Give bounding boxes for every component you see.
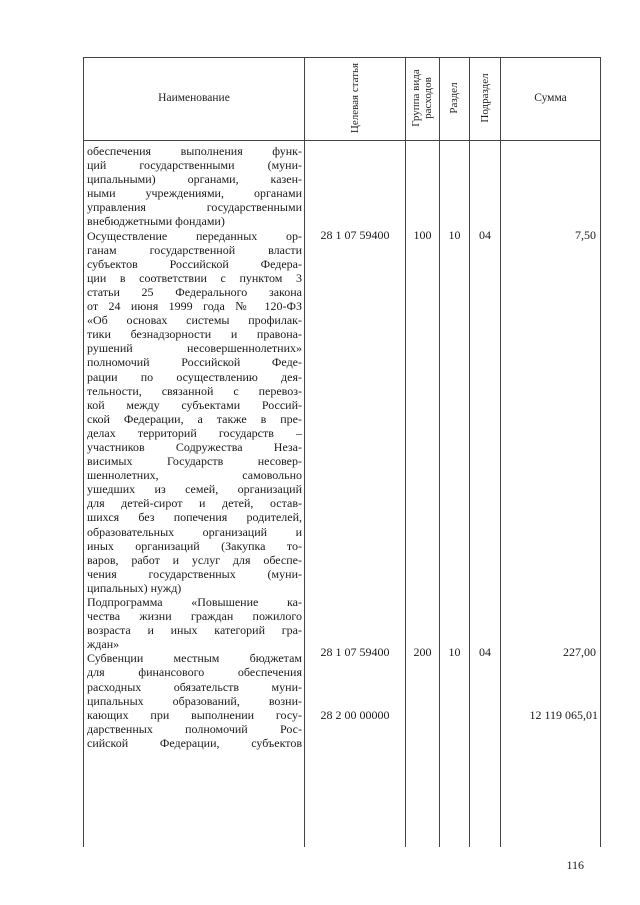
table-border-right — [600, 57, 601, 847]
table-row-text: сийской Федерации, субъектов — [87, 735, 302, 750]
header-amount: Сумма — [534, 92, 567, 104]
header-target-article: Целевая статья — [349, 62, 361, 134]
page-number: 116 — [566, 858, 584, 872]
table-row-text: шеннолетних, самовольно — [87, 468, 302, 483]
table-row-text: ганам государственной власти — [87, 242, 302, 257]
table-row-text: ции в соответствии с пунктом 3 — [87, 270, 302, 285]
table-row-text: делах территорий государств – — [87, 425, 302, 440]
table-row-text: ципальных) нужд) — [87, 580, 182, 595]
table-row-text: кой между субъектами Россий- — [87, 397, 302, 412]
target-article-cell: 28 1 07 59400 — [320, 228, 390, 242]
table-row-text: рации по осуществлению дея- — [87, 369, 302, 384]
column-divider-name — [304, 57, 305, 847]
table-row-text: Подпрограмма «Повышение ка- — [87, 595, 302, 609]
table-row-text: субъектов Российской Федера- — [87, 256, 302, 271]
table-row-text: от 24 июня 1999 года № 120-ФЗ — [87, 299, 302, 314]
amount-cell: 12 119 065,01 — [529, 708, 598, 722]
column-divider-subsection — [500, 57, 501, 847]
table-row-text: дарственных полномочий Рос- — [87, 721, 302, 736]
table-row-text: ными учреждениями, органами — [87, 186, 302, 201]
table-row-text: шихся без попечения родителей, — [87, 510, 302, 525]
table-row-text: участников Содружества Неза- — [87, 439, 302, 454]
table-row-text: расходных обязательств муни- — [87, 679, 302, 694]
table-row-text: ждан» — [87, 637, 120, 652]
column-divider-section — [469, 57, 470, 847]
table-row-text: висимых Государств несовер- — [87, 454, 302, 469]
target-article-cell: 28 1 07 59400 — [320, 645, 390, 659]
table-row-text: возраста и иных категорий гра- — [87, 623, 302, 638]
name-column — [87, 144, 302, 750]
table-row-text: образовательных организаций и — [87, 524, 302, 539]
column-divider-group — [439, 57, 440, 847]
header-expense-group: Группа вида расходов — [410, 69, 434, 127]
header-bottom-rule — [83, 140, 601, 141]
subsection-cell: 04 — [479, 645, 491, 659]
table-row-text: иных организаций (Закупка то- — [87, 538, 302, 553]
table-row-text: для детей-сирот и детей, остав- — [87, 496, 302, 511]
header-subsection: Подраздел — [479, 73, 491, 123]
section-cell: 10 — [448, 228, 461, 242]
column-divider-target — [405, 57, 406, 847]
subsection-cell: 04 — [479, 228, 491, 242]
header-section: Раздел — [448, 82, 460, 114]
table-row-text: «Об основах системы профилак- — [87, 313, 302, 328]
table-row-text: полномочий Российской Феде- — [87, 355, 302, 370]
expense-group-cell: 200 — [413, 645, 432, 659]
table-row-text: ципальных образований, возни- — [87, 693, 302, 708]
table-border-left — [83, 57, 84, 847]
table-row-text: ций государственными (муни- — [87, 158, 302, 173]
table-row-text: тельности, связанной с перевоз- — [87, 383, 302, 398]
table-border-top — [83, 57, 601, 58]
table-row-text: ской Федерации, а также в пре- — [87, 411, 302, 426]
table-row-text: управления государственными — [87, 200, 302, 215]
table-row-text: Субвенции местным бюджетам — [87, 651, 302, 666]
section-cell: 10 — [448, 645, 461, 659]
table-row-text: для финансового обеспечения — [87, 665, 302, 680]
table-row-text: внебюджетными фондами) — [87, 214, 225, 229]
table-row-text: варов, работ и услуг для обеспе- — [87, 552, 302, 567]
table-row-text: рушений несовершеннолетних» — [87, 341, 302, 356]
target-article-cell: 28 2 00 00000 — [320, 708, 390, 722]
amount-cell: 227,00 — [563, 645, 596, 659]
table-row-text: обеспечения выполнения функ- — [87, 144, 302, 158]
table-row-text: ципальными) органами, казен- — [87, 172, 302, 187]
table-row-text: тики безнадзорности и правона- — [87, 327, 302, 342]
expense-group-cell: 100 — [413, 228, 432, 242]
table-row-text: статьи 25 Федерального закона — [87, 284, 302, 299]
table-row-text: чества жизни граждан пожилого — [87, 609, 302, 624]
header-name: Наименование — [158, 92, 230, 104]
table-row-text: ушедших из семей, организаций — [87, 482, 302, 497]
table-row-text: чения государственных (муни- — [87, 566, 302, 581]
table-row-text: Осуществление переданных ор- — [87, 228, 302, 243]
amount-cell: 7,50 — [575, 228, 596, 242]
table-row-text: кающих при выполнении госу- — [87, 707, 302, 722]
